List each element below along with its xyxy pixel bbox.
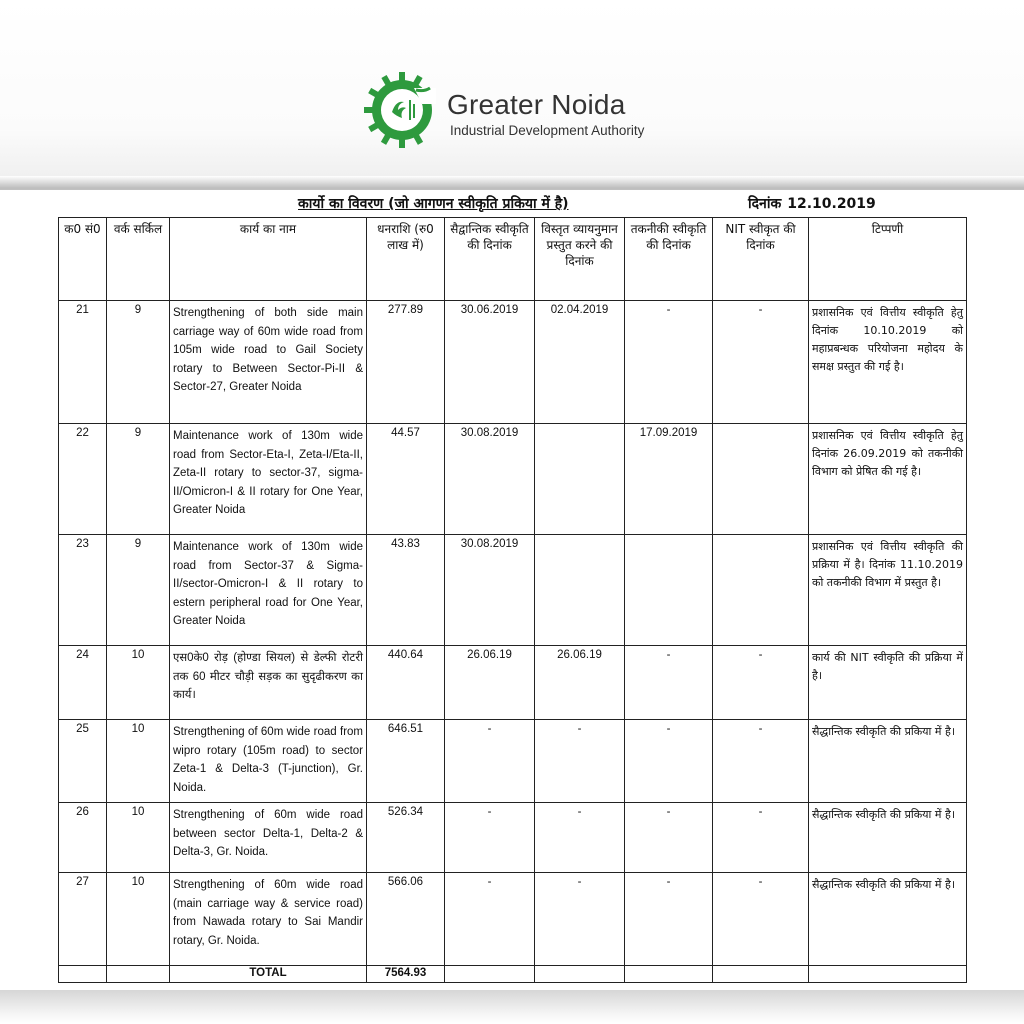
principal-approval-date-cell: - xyxy=(445,873,535,966)
serial-no-cell: 23 xyxy=(59,535,107,646)
table-row xyxy=(59,873,967,966)
header-estimate-submission-date: विस्तृत व्यायनुमान प्रस्तुत करने की दिनांक xyxy=(535,218,625,301)
remark-cell: कार्य की NIT स्वीकृति की प्रक्रिया में है। xyxy=(809,646,967,720)
work-name-cell: एस0के0 रोड़ (होण्डा सियल) से डेल्फी रोटरी तक 60 मीटर चौड़ी सड़क का सुदृढीकरण का कार्य। xyxy=(170,646,367,720)
work-circle-cell: 9 xyxy=(107,535,170,646)
principal-approval-date-cell: 30.06.2019 xyxy=(445,301,535,424)
serial-no-cell: 25 xyxy=(59,720,107,803)
header-serial-no: क0 सं0 xyxy=(59,218,107,301)
document-title: कार्यो का विवरण (जो आगणन स्वीकृति प्रकिया में है) xyxy=(298,196,569,212)
work-name-cell: Maintenance work of 130m wide road from Sector-Eta-I, Zeta-I/Eta-II, Zeta-II rotary to sector-37, sigma-II/Omicron-I & II rotary for One Year, Greater Noida xyxy=(170,424,367,535)
authority-subtitle: Industrial Development Authority xyxy=(450,123,645,138)
header-work-name: कार्य का नाम xyxy=(170,218,367,301)
header-nit-approval-date: NIT स्वीकृत की दिनांक xyxy=(713,218,809,301)
amount-cell: 44.57 xyxy=(367,424,445,535)
amount-cell: 440.64 xyxy=(367,646,445,720)
header-remarks: टिप्पणी xyxy=(809,218,967,301)
gear-leaf-emblem-icon xyxy=(364,70,444,150)
serial-no-cell: 27 xyxy=(59,873,107,966)
principal-approval-date-cell: - xyxy=(445,720,535,803)
date-value: 12.10.2019 xyxy=(787,196,876,212)
document-date xyxy=(748,194,882,213)
work-name-cell: Strengthening of 60m wide road (main carriage way & service road) from Nawada rotary to Sai Mandir rotary, Gr. Noida. xyxy=(170,873,367,966)
principal-approval-date-cell: 30.08.2019 xyxy=(445,424,535,535)
amount-cell: 43.83 xyxy=(367,535,445,646)
technical-approval-date-cell xyxy=(625,535,713,646)
work-name-cell: Strengthening of 60m wide road between sector Delta-1, Delta-2 & Delta-3, Gr. Noida. xyxy=(170,803,367,873)
estimate-date-cell: 02.04.2019 xyxy=(535,301,625,424)
header-amount: धनराशि (रु0 लाख में) xyxy=(367,218,445,301)
remark-cell: सैद्धान्तिक स्वीकृति की प्रकिया में है। xyxy=(809,873,967,966)
principal-approval-date-cell: 30.08.2019 xyxy=(445,535,535,646)
serial-no-cell: 24 xyxy=(59,646,107,720)
table-header-row xyxy=(59,218,967,301)
work-circle-cell: 9 xyxy=(107,301,170,424)
empty-cell xyxy=(445,966,535,983)
serial-no-cell: 22 xyxy=(59,424,107,535)
amount-cell: 526.34 xyxy=(367,803,445,873)
empty-cell xyxy=(713,966,809,983)
remark-cell: प्रशासनिक एवं वित्तीय स्वीकृति हेतु दिनांक 26.09.2019 को तकनीकी विभाग को प्रेषित की गई है। xyxy=(809,424,967,535)
amount-cell: 646.51 xyxy=(367,720,445,803)
work-circle-cell: 10 xyxy=(107,873,170,966)
empty-cell xyxy=(625,966,713,983)
nit-date-cell: - xyxy=(713,720,809,803)
empty-cell xyxy=(107,966,170,983)
nit-date-cell: - xyxy=(713,873,809,966)
estimate-date-cell: - xyxy=(535,803,625,873)
principal-approval-date-cell: 26.06.19 xyxy=(445,646,535,720)
estimate-date-cell xyxy=(535,424,625,535)
authority-name: Greater Noida xyxy=(447,89,626,120)
estimate-date-cell: 26.06.19 xyxy=(535,646,625,720)
table-row xyxy=(59,646,967,720)
estimate-date-cell xyxy=(535,535,625,646)
work-name-cell: Strengthening of 60m wide road from wipro rotary (105m road) to sector Zeta-1 & Delta-3 (T-junction), Gr. Noida. xyxy=(170,720,367,803)
nit-date-cell: - xyxy=(713,646,809,720)
nit-date-cell xyxy=(713,535,809,646)
header-principal-approval-date: सैद्वान्तिक स्वीकृति की दिनांक xyxy=(445,218,535,301)
table-row xyxy=(59,535,967,646)
technical-approval-date-cell: - xyxy=(625,803,713,873)
work-name-cell: Maintenance work of 130m wide road from Sector-37 & Sigma-II/sector-Omicron-I & II rotary to estern peripheral road for One Year, Greater Noida xyxy=(170,535,367,646)
work-circle-cell: 10 xyxy=(107,803,170,873)
work-circle-cell: 10 xyxy=(107,646,170,720)
date-label: दिनांक xyxy=(748,196,782,212)
paper-bottom-shadow xyxy=(0,990,1024,1024)
technical-approval-date-cell: - xyxy=(625,646,713,720)
remark-cell: सैद्धान्तिक स्वीकृति की प्रकिया में है। xyxy=(809,803,967,873)
works-table xyxy=(58,217,967,983)
work-circle-cell: 9 xyxy=(107,424,170,535)
total-row xyxy=(59,966,967,983)
total-label: TOTAL xyxy=(170,966,367,983)
authority-logo xyxy=(364,70,664,150)
remark-cell: सैद्धान्तिक स्वीकृति की प्रकिया में है। xyxy=(809,720,967,803)
technical-approval-date-cell: - xyxy=(625,720,713,803)
amount-cell: 566.06 xyxy=(367,873,445,966)
table-row xyxy=(59,424,967,535)
table-row xyxy=(59,301,967,424)
nit-date-cell: - xyxy=(713,301,809,424)
serial-no-cell: 26 xyxy=(59,803,107,873)
empty-cell xyxy=(809,966,967,983)
empty-cell xyxy=(59,966,107,983)
work-name-cell: Strengthening of both side main carriage way of 60m wide road from 105m wide road to Gail Society rotary to Between Sector-Pi-II & Sector-27, Greater Noida xyxy=(170,301,367,424)
nit-date-cell xyxy=(713,424,809,535)
table-row xyxy=(59,803,967,873)
header-technical-approval-date: तकनीकी स्वीकृति की दिनांक xyxy=(625,218,713,301)
technical-approval-date-cell: - xyxy=(625,873,713,966)
technical-approval-date-cell: 17.09.2019 xyxy=(625,424,713,535)
work-circle-cell: 10 xyxy=(107,720,170,803)
principal-approval-date-cell: - xyxy=(445,803,535,873)
empty-cell xyxy=(535,966,625,983)
estimate-date-cell: - xyxy=(535,720,625,803)
header-work-circle: वर्क सर्किल xyxy=(107,218,170,301)
serial-no-cell: 21 xyxy=(59,301,107,424)
table-row xyxy=(59,720,967,803)
technical-approval-date-cell: - xyxy=(625,301,713,424)
remark-cell: प्रशासनिक एवं वित्तीय स्वीकृति की प्रक्रिया में है। दिनांक 11.10.2019 को तकनीकी विभाग में प्रस्तुत है। xyxy=(809,535,967,646)
estimate-date-cell: - xyxy=(535,873,625,966)
remark-cell: प्रशासनिक एवं वित्तीय स्वीकृति हेतु दिनांक 10.10.2019 को महाप्रबन्धक परियोजना महोदय के समक्ष प्रस्तुत की गई है। xyxy=(809,301,967,424)
amount-cell: 277.89 xyxy=(367,301,445,424)
nit-date-cell: - xyxy=(713,803,809,873)
total-amount: 7564.93 xyxy=(367,966,445,983)
